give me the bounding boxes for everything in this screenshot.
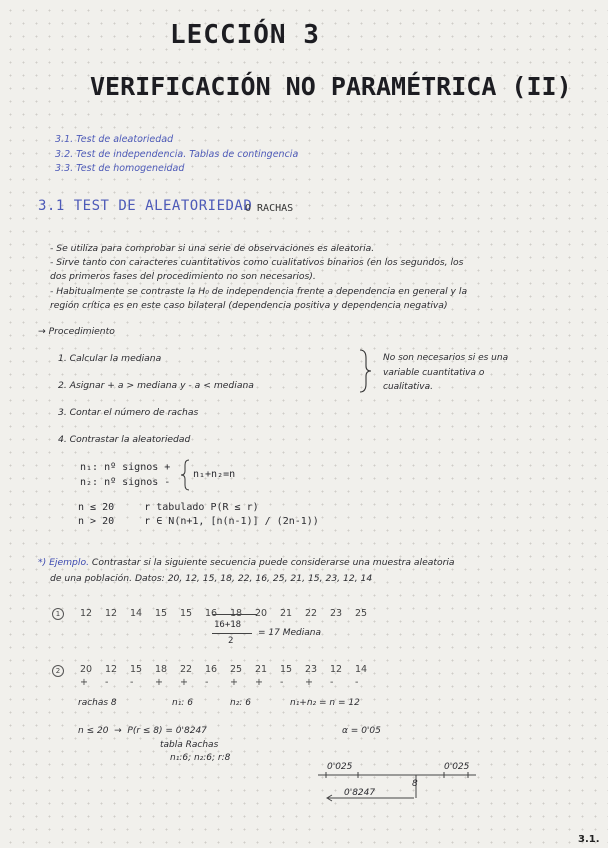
example-text-1: Contrastar si la siguiente secuencia puede considerarse una muestra aleatoria [91,557,455,568]
toc-item-2: 3.2. Test de independencia. Tablas de contingencia [55,149,299,160]
sorted-value: 15 [180,608,193,619]
data-value: 14 [355,664,368,675]
sign-value: + [255,677,263,688]
probability-calc: n ≤ 20 → P(r ≤ 8) = 0'8247 [78,726,207,736]
median-result: = 17 Mediana [258,628,321,638]
right-tail-label: 0'025 [444,762,470,772]
table-params: n₁:6; n₂:6; r:8 [170,753,231,763]
sign-sequence [80,670,380,689]
median-fraction-bar [212,633,252,634]
sign-value: + [155,677,163,688]
runs-count: rachas 8 [78,698,117,708]
table-reference: tabla Rachas [160,740,219,750]
median-denominator: 2 [228,636,234,646]
data-value: 18 [155,664,168,675]
data-value: 25 [230,664,243,675]
left-tail-label: 0'025 [327,762,353,772]
intro-line-5: región crítica es en este caso bilateral (dependencia positiva y dependencia negativa) [50,300,448,311]
example-line-1 [38,557,455,568]
data-value: 16 [205,664,218,675]
sorted-value: 20 [255,608,268,619]
n-total: n₁+n₂ = n = 12 [290,698,360,708]
steps-note-2: variable cuantitativa o [383,368,485,378]
example-text-2: de una población. Datos: 20, 12, 15, 18, 22, 16, 25, 21, 15, 23, 12, 14 [50,573,373,584]
sign-value: + [230,677,238,688]
data-value: 15 [130,664,143,675]
sorted-value: 18 [230,608,243,619]
data-value: 20 [80,664,93,675]
median-numerator: 16+18 [214,620,242,630]
example-label: *) Ejemplo. [38,557,89,568]
sorted-value: 22 [305,608,318,619]
sign-value: - [105,677,109,688]
signs-n2: n₂: nº signos - [80,477,171,488]
sign-value: - [130,677,134,688]
steps-note-1: No son necesarios si es una [383,353,509,363]
rule-large-n: n > 20 r ∈ N(n+1, [n(n-1)] / (2n-1)) [78,516,319,527]
sorted-value: 16 [205,608,218,619]
steps-brace [356,348,374,394]
sorted-sequence [80,601,380,620]
cumulative-label: 0'8247 [344,788,376,798]
intro-line-3: dos primeros fases del procedimiento no son necesarios). [50,271,316,282]
page-subtitle: VERIFICACIÓN NO PARAMÉTRICA (II) [90,72,572,101]
r-marker: 8 [412,779,418,789]
signs-brace [180,459,192,491]
distribution-diagram [318,768,478,808]
data-value: 12 [330,664,343,675]
data-value: 15 [280,664,293,675]
rule-small-n: n ≤ 20 r tabulado P(R ≤ r) [78,502,259,513]
steps-note-3: cualitativa. [383,382,433,392]
sign-value: + [305,677,313,688]
sign-value: - [280,677,284,688]
signs-n1: n₁: nº signos + [80,462,171,473]
sign-value: - [205,677,209,688]
sign-value: + [180,677,188,688]
median-underline [213,614,257,615]
data-value: 23 [305,664,318,675]
alpha-value: α = 0'05 [342,726,381,736]
data-value: 12 [105,664,118,675]
section-heading-suffix: O RACHAS [245,203,294,214]
sorted-value: 25 [355,608,368,619]
toc-item-3: 3.3. Test de homogeneidad [55,163,185,174]
page-title: LECCIÓN 3 [170,20,320,50]
page-number: 3.1. [578,834,600,845]
step-2: 2. Asignar + a > mediana y - a < mediana [58,380,254,391]
step2-marker: 2 [52,658,64,677]
n2-value: n₂: 6 [230,698,251,708]
intro-line-1: - Se utiliza para comprobar si una serie de observaciones es aleatoria. [50,243,375,254]
data-value: 22 [180,664,193,675]
step-3: 3. Contar el número de rachas [58,407,199,418]
step1-marker: 1 [52,601,64,620]
section-heading: 3.1 TEST DE ALEATORIEDAD [38,198,253,214]
sorted-value: 12 [80,608,93,619]
sorted-value: 21 [280,608,293,619]
n1-value: n₁: 6 [172,698,193,708]
sorted-value: 15 [155,608,168,619]
sign-value: + [80,677,88,688]
signs-sum: n₁+n₂=n [193,469,236,480]
sign-value: - [330,677,334,688]
procedure-label: → Procedimiento [38,326,115,337]
sorted-value: 12 [105,608,118,619]
sorted-value: 14 [130,608,143,619]
intro-line-4: - Habitualmente se contraste la H₀ de independencia frente a dependencia en general y la [50,286,468,297]
intro-line-2: - Sirve tanto con caracteres cuantitativos como cualitativos binarios (en los segundos, los [50,257,464,268]
step-1: 1. Calcular la mediana [58,353,162,364]
sign-value: - [355,677,359,688]
toc-item-1: 3.1. Test de aleatoriedad [55,134,174,145]
data-value: 21 [255,664,268,675]
step-4: 4. Contrastar la aleatoriedad [58,434,191,445]
sorted-value: 23 [330,608,343,619]
